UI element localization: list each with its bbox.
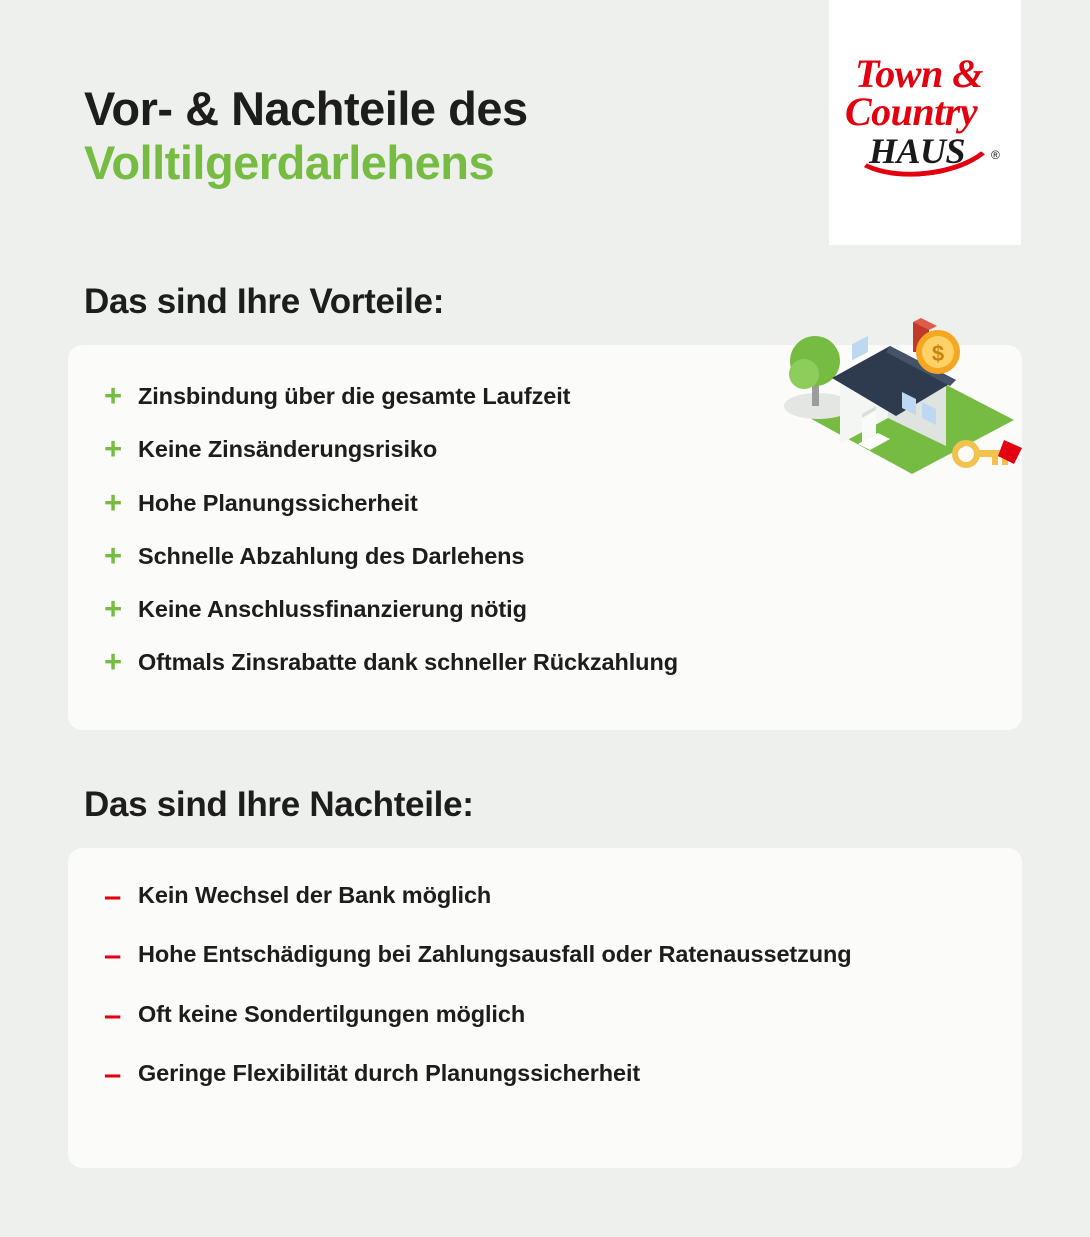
minus-icon: – [104, 878, 122, 913]
logo-line-3: HAUS [869, 130, 966, 171]
page-title [84, 82, 804, 190]
list-item [104, 1056, 986, 1089]
page-title-line-1: Vor- & Nachteile des [84, 82, 528, 135]
svg-text:$: $ [931, 341, 945, 366]
logo-registered-mark: ® [991, 147, 1000, 162]
list-item-label: Zinsbindung über die gesamte Laufzeit [138, 383, 571, 409]
cons-card [68, 848, 1022, 1168]
minus-icon: – [104, 1055, 122, 1091]
logo-line-2: Country [845, 88, 978, 134]
list-item-label: Oftmals Zinsrabatte dank schneller Rückzahlung [138, 649, 678, 676]
logo-line-1: Town & [855, 50, 983, 96]
list-item-label: Kein Wechsel der Bank möglich [138, 882, 492, 908]
pros-section-title: Das sind Ihre Vorteile: [84, 282, 445, 321]
list-item [104, 997, 986, 1030]
minus-icon: – [104, 937, 122, 973]
list-item-label: Oft keine Sondertilgungen möglich [138, 1000, 526, 1027]
plus-icon: + [104, 378, 123, 413]
list-item [104, 645, 986, 678]
list-item-label: Schnelle Abzahlung des Darlehens [138, 542, 525, 569]
minus-icon: – [104, 996, 122, 1032]
plus-icon: + [104, 591, 123, 626]
cons-section-title: Das sind Ihre Nachteile: [84, 785, 474, 824]
list-item [104, 592, 986, 625]
list-item [104, 539, 986, 572]
page-title-line-2: Volltilgerdarlehens [84, 136, 495, 190]
house-illustration [770, 268, 1032, 498]
brand-logo [829, 0, 1021, 245]
list-item-label: Hohe Planungssicherheit [138, 489, 418, 516]
plus-icon: + [104, 537, 123, 573]
list-item-label: Keine Anschlussfinanzierung nötig [138, 596, 527, 622]
list-item-label: Geringe Flexibilität durch Planungssicherheit [138, 1059, 641, 1086]
list-item [104, 937, 986, 973]
cons-list [104, 878, 986, 1089]
list-item [104, 878, 986, 911]
plus-icon: + [104, 431, 123, 467]
list-item-label: Keine Zinsänderungsrisiko [138, 436, 438, 463]
plus-icon: + [104, 484, 123, 520]
plus-icon: + [104, 644, 123, 680]
list-item-label: Hohe Entschädigung bei Zahlungsausfall oder Ratenaussetzung [138, 941, 852, 968]
